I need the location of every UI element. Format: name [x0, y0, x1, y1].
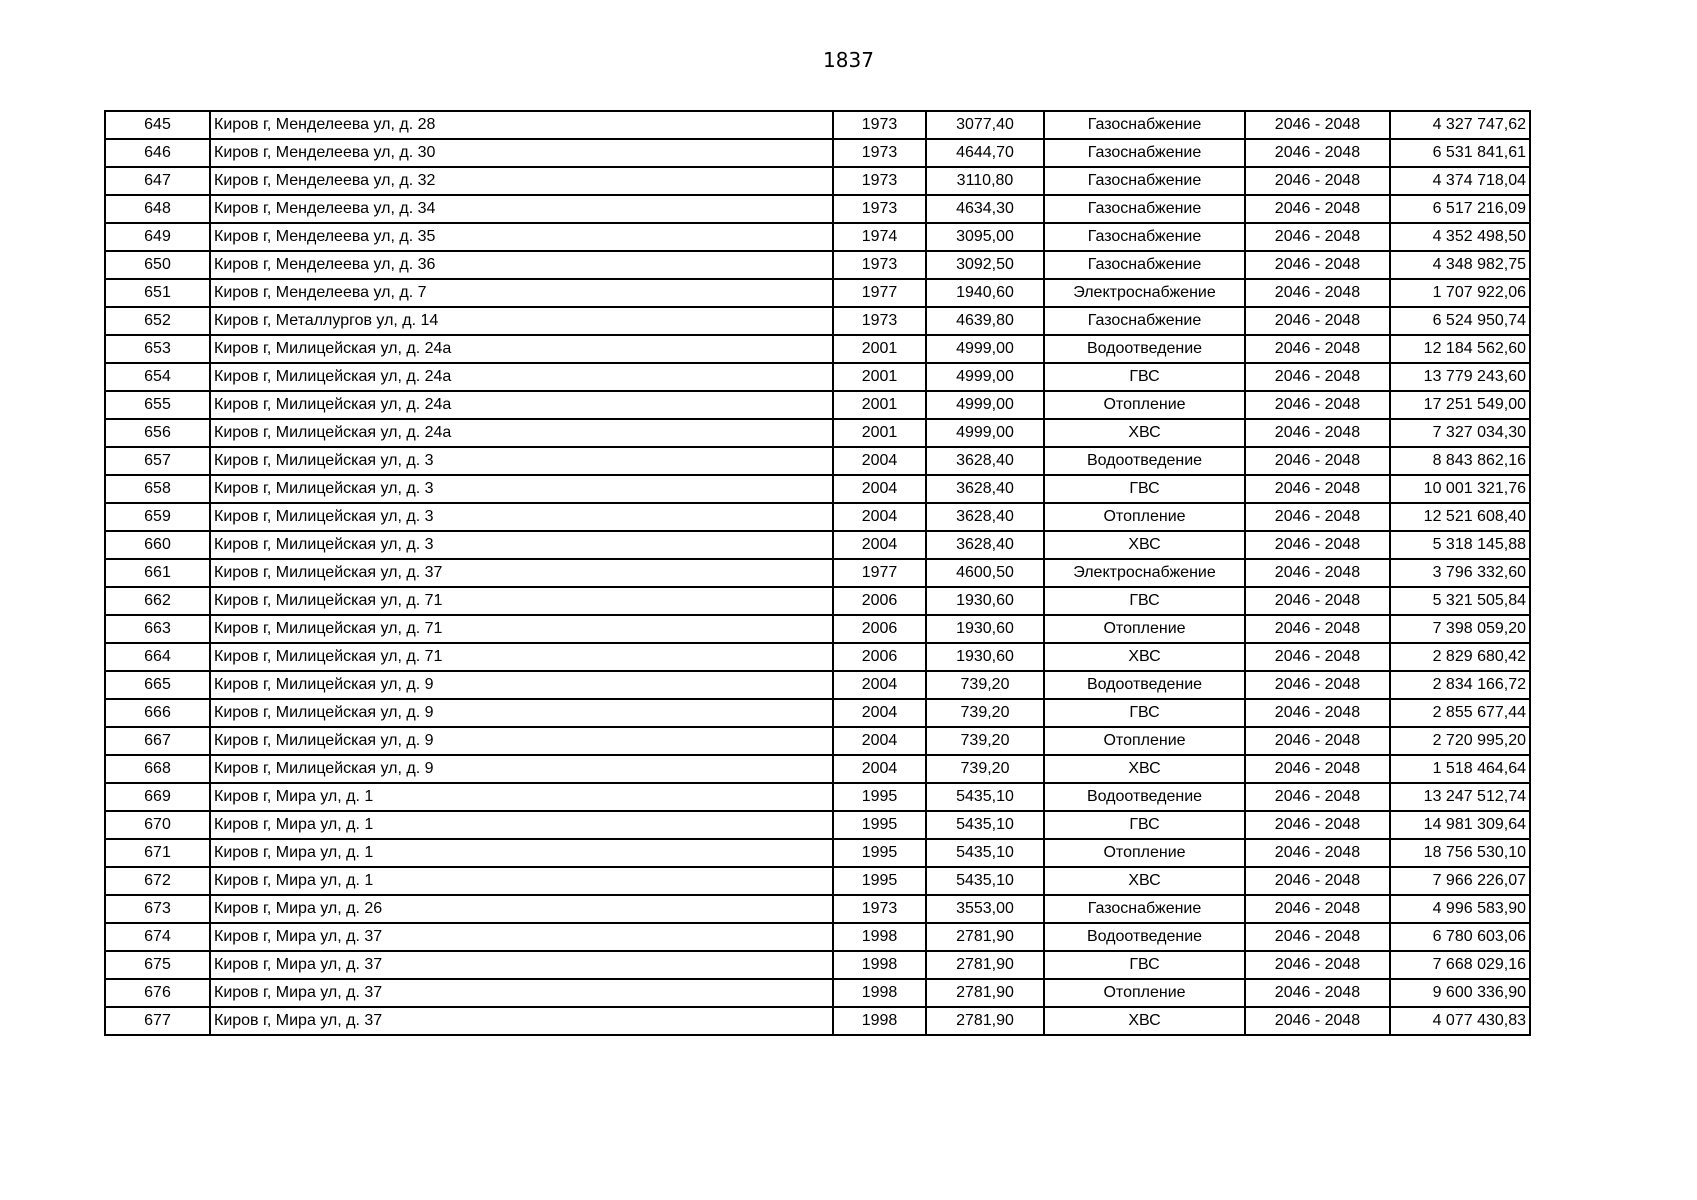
area-cell: 739,20 — [926, 727, 1044, 755]
area-cell: 3110,80 — [926, 167, 1044, 195]
year-built-cell: 1998 — [833, 951, 926, 979]
period-cell: 2046 - 2048 — [1245, 783, 1390, 811]
table-row — [105, 895, 1530, 923]
row-number-cell: 668 — [105, 755, 210, 783]
address-cell: Киров г, Мира ул, д. 37 — [210, 951, 833, 979]
row-number-cell: 663 — [105, 615, 210, 643]
cost-cell: 14 981 309,64 — [1390, 811, 1530, 839]
cost-cell: 5 318 145,88 — [1390, 531, 1530, 559]
work-type-cell: Газоснабжение — [1044, 167, 1245, 195]
year-built-cell: 1977 — [833, 279, 926, 307]
period-cell: 2046 - 2048 — [1245, 335, 1390, 363]
row-number-cell: 666 — [105, 699, 210, 727]
row-number-cell: 656 — [105, 419, 210, 447]
period-cell: 2046 - 2048 — [1245, 895, 1390, 923]
year-built-cell: 2001 — [833, 335, 926, 363]
address-cell: Киров г, Менделеева ул, д. 32 — [210, 167, 833, 195]
work-type-cell: Отопление — [1044, 979, 1245, 1007]
table-row — [105, 811, 1530, 839]
cost-cell: 4 374 718,04 — [1390, 167, 1530, 195]
cost-cell: 4 348 982,75 — [1390, 251, 1530, 279]
table-row — [105, 419, 1530, 447]
work-type-cell: ХВС — [1044, 867, 1245, 895]
table-row — [105, 587, 1530, 615]
area-cell: 5435,10 — [926, 839, 1044, 867]
row-number-cell: 662 — [105, 587, 210, 615]
cost-cell: 6 531 841,61 — [1390, 139, 1530, 167]
period-cell: 2046 - 2048 — [1245, 307, 1390, 335]
period-cell: 2046 - 2048 — [1245, 699, 1390, 727]
row-number-cell: 657 — [105, 447, 210, 475]
year-built-cell: 2004 — [833, 531, 926, 559]
period-cell: 2046 - 2048 — [1245, 867, 1390, 895]
area-cell: 3628,40 — [926, 475, 1044, 503]
area-cell: 739,20 — [926, 699, 1044, 727]
table-row — [105, 391, 1530, 419]
table-row — [105, 223, 1530, 251]
table-row — [105, 979, 1530, 1007]
address-cell: Киров г, Милицейская ул, д. 3 — [210, 447, 833, 475]
cost-cell: 12 521 608,40 — [1390, 503, 1530, 531]
work-type-cell: Электроснабжение — [1044, 559, 1245, 587]
year-built-cell: 2004 — [833, 475, 926, 503]
work-type-cell: Водоотведение — [1044, 447, 1245, 475]
year-built-cell: 2006 — [833, 615, 926, 643]
address-cell: Киров г, Милицейская ул, д. 24а — [210, 335, 833, 363]
period-cell: 2046 - 2048 — [1245, 167, 1390, 195]
table-row — [105, 111, 1530, 139]
area-cell: 4999,00 — [926, 363, 1044, 391]
period-cell: 2046 - 2048 — [1245, 587, 1390, 615]
page-number: 1837 — [823, 48, 874, 72]
cost-cell: 13 779 243,60 — [1390, 363, 1530, 391]
row-number-cell: 648 — [105, 195, 210, 223]
address-cell: Киров г, Металлургов ул, д. 14 — [210, 307, 833, 335]
table-row — [105, 699, 1530, 727]
row-number-cell: 677 — [105, 1007, 210, 1035]
row-number-cell: 647 — [105, 167, 210, 195]
address-cell: Киров г, Мира ул, д. 37 — [210, 923, 833, 951]
area-cell: 4639,80 — [926, 307, 1044, 335]
work-type-cell: ГВС — [1044, 811, 1245, 839]
table-row — [105, 307, 1530, 335]
table-row — [105, 727, 1530, 755]
cost-cell: 4 352 498,50 — [1390, 223, 1530, 251]
address-cell: Киров г, Милицейская ул, д. 3 — [210, 503, 833, 531]
area-cell: 739,20 — [926, 755, 1044, 783]
area-cell: 4600,50 — [926, 559, 1044, 587]
area-cell: 5435,10 — [926, 783, 1044, 811]
cost-cell: 17 251 549,00 — [1390, 391, 1530, 419]
period-cell: 2046 - 2048 — [1245, 251, 1390, 279]
address-cell: Киров г, Милицейская ул, д. 24а — [210, 419, 833, 447]
row-number-cell: 669 — [105, 783, 210, 811]
table-body — [105, 111, 1530, 1035]
cost-cell: 6 780 603,06 — [1390, 923, 1530, 951]
year-built-cell: 2004 — [833, 503, 926, 531]
address-cell: Киров г, Менделеева ул, д. 35 — [210, 223, 833, 251]
address-cell: Киров г, Милицейская ул, д. 37 — [210, 559, 833, 587]
year-built-cell: 1995 — [833, 839, 926, 867]
year-built-cell: 2004 — [833, 699, 926, 727]
year-built-cell: 1973 — [833, 167, 926, 195]
table-row — [105, 475, 1530, 503]
year-built-cell: 1977 — [833, 559, 926, 587]
cost-cell: 5 321 505,84 — [1390, 587, 1530, 615]
cost-cell: 6 517 216,09 — [1390, 195, 1530, 223]
table-row — [105, 139, 1530, 167]
cost-cell: 7 668 029,16 — [1390, 951, 1530, 979]
work-type-cell: Отопление — [1044, 391, 1245, 419]
work-type-cell: ГВС — [1044, 951, 1245, 979]
work-type-cell: Газоснабжение — [1044, 195, 1245, 223]
address-cell: Киров г, Менделеева ул, д. 7 — [210, 279, 833, 307]
table-row — [105, 839, 1530, 867]
period-cell: 2046 - 2048 — [1245, 419, 1390, 447]
table-row — [105, 251, 1530, 279]
address-cell: Киров г, Мира ул, д. 26 — [210, 895, 833, 923]
work-type-cell: Отопление — [1044, 727, 1245, 755]
area-cell: 2781,90 — [926, 979, 1044, 1007]
area-cell: 5435,10 — [926, 811, 1044, 839]
work-type-cell: ГВС — [1044, 363, 1245, 391]
address-cell: Киров г, Менделеева ул, д. 28 — [210, 111, 833, 139]
address-cell: Киров г, Менделеева ул, д. 34 — [210, 195, 833, 223]
table-row — [105, 363, 1530, 391]
year-built-cell: 2004 — [833, 447, 926, 475]
period-cell: 2046 - 2048 — [1245, 279, 1390, 307]
area-cell: 3092,50 — [926, 251, 1044, 279]
row-number-cell: 667 — [105, 727, 210, 755]
table-row — [105, 755, 1530, 783]
work-type-cell: Отопление — [1044, 839, 1245, 867]
cost-cell: 4 327 747,62 — [1390, 111, 1530, 139]
row-number-cell: 674 — [105, 923, 210, 951]
cost-cell: 12 184 562,60 — [1390, 335, 1530, 363]
year-built-cell: 1973 — [833, 111, 926, 139]
work-type-cell: Водоотведение — [1044, 923, 1245, 951]
work-type-cell: ХВС — [1044, 1007, 1245, 1035]
address-cell: Киров г, Мира ул, д. 37 — [210, 1007, 833, 1035]
period-cell: 2046 - 2048 — [1245, 475, 1390, 503]
row-number-cell: 664 — [105, 643, 210, 671]
table-row — [105, 1007, 1530, 1035]
area-cell: 4999,00 — [926, 391, 1044, 419]
cost-cell: 4 077 430,83 — [1390, 1007, 1530, 1035]
work-type-cell: ГВС — [1044, 475, 1245, 503]
year-built-cell: 2001 — [833, 363, 926, 391]
work-type-cell: Отопление — [1044, 615, 1245, 643]
row-number-cell: 659 — [105, 503, 210, 531]
area-cell: 3628,40 — [926, 447, 1044, 475]
row-number-cell: 660 — [105, 531, 210, 559]
address-cell: Киров г, Мира ул, д. 1 — [210, 811, 833, 839]
year-built-cell: 1998 — [833, 979, 926, 1007]
period-cell: 2046 - 2048 — [1245, 111, 1390, 139]
row-number-cell: 670 — [105, 811, 210, 839]
address-cell: Киров г, Милицейская ул, д. 71 — [210, 587, 833, 615]
table-row — [105, 923, 1530, 951]
year-built-cell: 1995 — [833, 867, 926, 895]
year-built-cell: 2006 — [833, 587, 926, 615]
cost-cell: 3 796 332,60 — [1390, 559, 1530, 587]
address-cell: Киров г, Милицейская ул, д. 24а — [210, 363, 833, 391]
cost-cell: 2 855 677,44 — [1390, 699, 1530, 727]
area-cell: 3628,40 — [926, 503, 1044, 531]
area-cell: 2781,90 — [926, 1007, 1044, 1035]
period-cell: 2046 - 2048 — [1245, 531, 1390, 559]
address-cell: Киров г, Мира ул, д. 37 — [210, 979, 833, 1007]
row-number-cell: 671 — [105, 839, 210, 867]
cost-cell: 4 996 583,90 — [1390, 895, 1530, 923]
table-row — [105, 167, 1530, 195]
address-cell: Киров г, Милицейская ул, д. 9 — [210, 671, 833, 699]
table-row — [105, 559, 1530, 587]
table-row — [105, 671, 1530, 699]
area-cell: 3077,40 — [926, 111, 1044, 139]
period-cell: 2046 - 2048 — [1245, 643, 1390, 671]
address-cell: Киров г, Мира ул, д. 1 — [210, 839, 833, 867]
area-cell: 2781,90 — [926, 923, 1044, 951]
cost-cell: 6 524 950,74 — [1390, 307, 1530, 335]
repair-registry-table — [104, 110, 1531, 1036]
year-built-cell: 2004 — [833, 755, 926, 783]
row-number-cell: 665 — [105, 671, 210, 699]
year-built-cell: 1974 — [833, 223, 926, 251]
area-cell: 4634,30 — [926, 195, 1044, 223]
period-cell: 2046 - 2048 — [1245, 391, 1390, 419]
work-type-cell: Газоснабжение — [1044, 223, 1245, 251]
area-cell: 3553,00 — [926, 895, 1044, 923]
row-number-cell: 658 — [105, 475, 210, 503]
address-cell: Киров г, Милицейская ул, д. 24а — [210, 391, 833, 419]
row-number-cell: 672 — [105, 867, 210, 895]
area-cell: 1930,60 — [926, 643, 1044, 671]
work-type-cell: Газоснабжение — [1044, 111, 1245, 139]
address-cell: Киров г, Милицейская ул, д. 71 — [210, 615, 833, 643]
area-cell: 4999,00 — [926, 419, 1044, 447]
cost-cell: 8 843 862,16 — [1390, 447, 1530, 475]
address-cell: Киров г, Милицейская ул, д. 9 — [210, 727, 833, 755]
row-number-cell: 653 — [105, 335, 210, 363]
area-cell: 3095,00 — [926, 223, 1044, 251]
address-cell: Киров г, Милицейская ул, д. 3 — [210, 531, 833, 559]
row-number-cell: 649 — [105, 223, 210, 251]
row-number-cell: 650 — [105, 251, 210, 279]
cost-cell: 10 001 321,76 — [1390, 475, 1530, 503]
work-type-cell: ХВС — [1044, 531, 1245, 559]
year-built-cell: 1998 — [833, 1007, 926, 1035]
table-row — [105, 447, 1530, 475]
year-built-cell: 2006 — [833, 643, 926, 671]
table-row — [105, 335, 1530, 363]
period-cell: 2046 - 2048 — [1245, 1007, 1390, 1035]
address-cell: Киров г, Мира ул, д. 1 — [210, 867, 833, 895]
address-cell: Киров г, Милицейская ул, д. 71 — [210, 643, 833, 671]
period-cell: 2046 - 2048 — [1245, 979, 1390, 1007]
address-cell: Киров г, Менделеева ул, д. 30 — [210, 139, 833, 167]
cost-cell: 2 829 680,42 — [1390, 643, 1530, 671]
area-cell: 1940,60 — [926, 279, 1044, 307]
address-cell: Киров г, Милицейская ул, д. 3 — [210, 475, 833, 503]
work-type-cell: ХВС — [1044, 643, 1245, 671]
year-built-cell: 2004 — [833, 671, 926, 699]
row-number-cell: 655 — [105, 391, 210, 419]
row-number-cell: 673 — [105, 895, 210, 923]
year-built-cell: 1995 — [833, 811, 926, 839]
work-type-cell: ГВС — [1044, 699, 1245, 727]
table-row — [105, 867, 1530, 895]
area-cell: 4644,70 — [926, 139, 1044, 167]
row-number-cell: 651 — [105, 279, 210, 307]
area-cell: 2781,90 — [926, 951, 1044, 979]
work-type-cell: Газоснабжение — [1044, 895, 1245, 923]
year-built-cell: 2001 — [833, 419, 926, 447]
period-cell: 2046 - 2048 — [1245, 755, 1390, 783]
period-cell: 2046 - 2048 — [1245, 615, 1390, 643]
period-cell: 2046 - 2048 — [1245, 363, 1390, 391]
table-row — [105, 951, 1530, 979]
year-built-cell: 2001 — [833, 391, 926, 419]
table-row — [105, 503, 1530, 531]
work-type-cell: Отопление — [1044, 503, 1245, 531]
area-cell: 739,20 — [926, 671, 1044, 699]
period-cell: 2046 - 2048 — [1245, 139, 1390, 167]
address-cell: Киров г, Менделеева ул, д. 36 — [210, 251, 833, 279]
cost-cell: 7 398 059,20 — [1390, 615, 1530, 643]
row-number-cell: 652 — [105, 307, 210, 335]
work-type-cell: Водоотведение — [1044, 335, 1245, 363]
cost-cell: 2 834 166,72 — [1390, 671, 1530, 699]
area-cell: 1930,60 — [926, 615, 1044, 643]
row-number-cell: 675 — [105, 951, 210, 979]
work-type-cell: Электроснабжение — [1044, 279, 1245, 307]
work-type-cell: ХВС — [1044, 755, 1245, 783]
area-cell: 1930,60 — [926, 587, 1044, 615]
area-cell: 5435,10 — [926, 867, 1044, 895]
table-row — [105, 783, 1530, 811]
table-row — [105, 195, 1530, 223]
row-number-cell: 654 — [105, 363, 210, 391]
period-cell: 2046 - 2048 — [1245, 839, 1390, 867]
address-cell: Киров г, Милицейская ул, д. 9 — [210, 755, 833, 783]
cost-cell: 7 327 034,30 — [1390, 419, 1530, 447]
cost-cell: 2 720 995,20 — [1390, 727, 1530, 755]
year-built-cell: 2004 — [833, 727, 926, 755]
work-type-cell: Газоснабжение — [1044, 139, 1245, 167]
row-number-cell: 645 — [105, 111, 210, 139]
table-row — [105, 643, 1530, 671]
cost-cell: 9 600 336,90 — [1390, 979, 1530, 1007]
work-type-cell: ХВС — [1044, 419, 1245, 447]
period-cell: 2046 - 2048 — [1245, 195, 1390, 223]
cost-cell: 7 966 226,07 — [1390, 867, 1530, 895]
address-cell: Киров г, Милицейская ул, д. 9 — [210, 699, 833, 727]
table-row — [105, 279, 1530, 307]
area-cell: 3628,40 — [926, 531, 1044, 559]
row-number-cell: 646 — [105, 139, 210, 167]
work-type-cell: ГВС — [1044, 587, 1245, 615]
address-cell: Киров г, Мира ул, д. 1 — [210, 783, 833, 811]
row-number-cell: 676 — [105, 979, 210, 1007]
work-type-cell: Газоснабжение — [1044, 307, 1245, 335]
period-cell: 2046 - 2048 — [1245, 811, 1390, 839]
period-cell: 2046 - 2048 — [1245, 923, 1390, 951]
work-type-cell: Газоснабжение — [1044, 251, 1245, 279]
period-cell: 2046 - 2048 — [1245, 951, 1390, 979]
table-row — [105, 615, 1530, 643]
cost-cell: 18 756 530,10 — [1390, 839, 1530, 867]
period-cell: 2046 - 2048 — [1245, 503, 1390, 531]
year-built-cell: 1998 — [833, 923, 926, 951]
work-type-cell: Водоотведение — [1044, 671, 1245, 699]
work-type-cell: Водоотведение — [1044, 783, 1245, 811]
row-number-cell: 661 — [105, 559, 210, 587]
area-cell: 4999,00 — [926, 335, 1044, 363]
cost-cell: 13 247 512,74 — [1390, 783, 1530, 811]
period-cell: 2046 - 2048 — [1245, 223, 1390, 251]
table-row — [105, 531, 1530, 559]
period-cell: 2046 - 2048 — [1245, 447, 1390, 475]
year-built-cell: 1995 — [833, 783, 926, 811]
cost-cell: 1 518 464,64 — [1390, 755, 1530, 783]
year-built-cell: 1973 — [833, 195, 926, 223]
period-cell: 2046 - 2048 — [1245, 727, 1390, 755]
period-cell: 2046 - 2048 — [1245, 671, 1390, 699]
cost-cell: 1 707 922,06 — [1390, 279, 1530, 307]
year-built-cell: 1973 — [833, 251, 926, 279]
year-built-cell: 1973 — [833, 895, 926, 923]
year-built-cell: 1973 — [833, 307, 926, 335]
period-cell: 2046 - 2048 — [1245, 559, 1390, 587]
year-built-cell: 1973 — [833, 139, 926, 167]
